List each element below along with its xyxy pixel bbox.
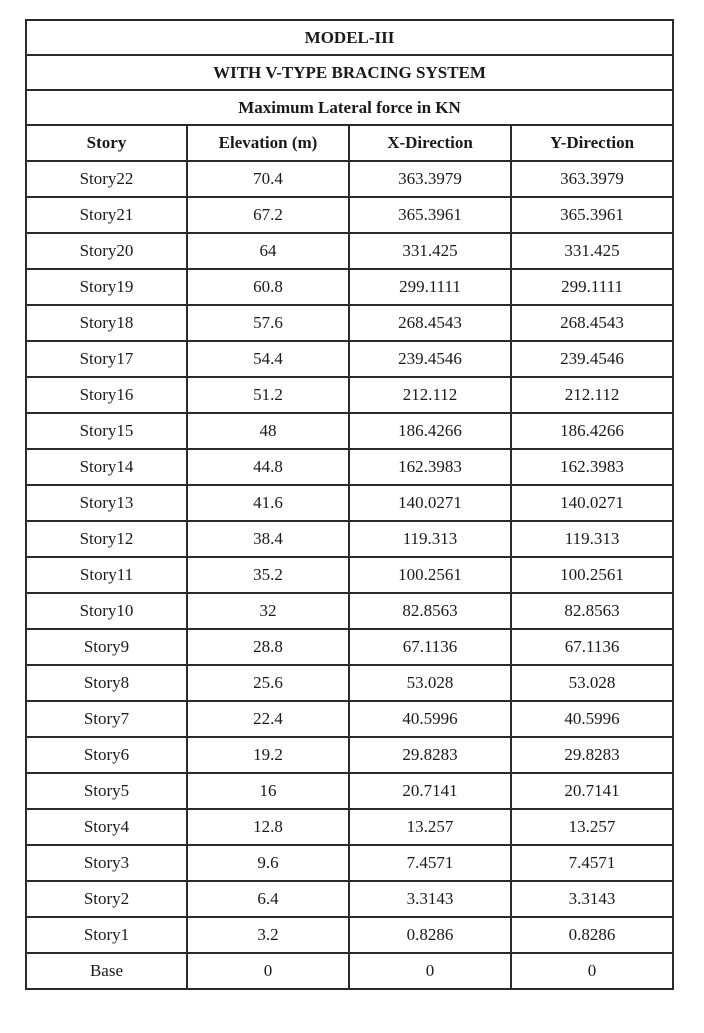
x-direction-cell: 239.4546 — [349, 341, 511, 377]
story-cell: Story16 — [26, 377, 187, 413]
x-direction-cell: 20.7141 — [349, 773, 511, 809]
elevation-cell: 54.4 — [187, 341, 349, 377]
elevation-cell: 35.2 — [187, 557, 349, 593]
y-direction-cell: 40.5996 — [511, 701, 673, 737]
elevation-cell: 6.4 — [187, 881, 349, 917]
y-direction-cell: 100.2561 — [511, 557, 673, 593]
y-direction-cell: 212.112 — [511, 377, 673, 413]
y-direction-cell: 268.4543 — [511, 305, 673, 341]
x-direction-cell: 119.313 — [349, 521, 511, 557]
table-row — [26, 881, 673, 917]
elevation-cell: 16 — [187, 773, 349, 809]
y-direction-cell: 13.257 — [511, 809, 673, 845]
elevation-cell: 60.8 — [187, 269, 349, 305]
elevation-cell: 19.2 — [187, 737, 349, 773]
story-cell: Story12 — [26, 521, 187, 557]
story-cell: Story20 — [26, 233, 187, 269]
column-header-x-direction: X-Direction — [349, 125, 511, 161]
y-direction-cell: 140.0271 — [511, 485, 673, 521]
elevation-cell: 38.4 — [187, 521, 349, 557]
table-row — [26, 197, 673, 233]
x-direction-cell: 212.112 — [349, 377, 511, 413]
story-cell: Story8 — [26, 665, 187, 701]
column-header-y-direction: Y-Direction — [511, 125, 673, 161]
elevation-cell: 0 — [187, 953, 349, 989]
table-row — [26, 773, 673, 809]
x-direction-cell: 186.4266 — [349, 413, 511, 449]
model-title-row — [26, 20, 673, 55]
table-row — [26, 845, 673, 881]
y-direction-cell: 119.313 — [511, 521, 673, 557]
y-direction-cell: 7.4571 — [511, 845, 673, 881]
x-direction-cell: 140.0271 — [349, 485, 511, 521]
x-direction-cell: 100.2561 — [349, 557, 511, 593]
quantity-title: Maximum Lateral force in KN — [26, 90, 673, 125]
story-cell: Story5 — [26, 773, 187, 809]
table-row — [26, 305, 673, 341]
x-direction-cell: 82.8563 — [349, 593, 511, 629]
quantity-title-row — [26, 90, 673, 125]
x-direction-cell: 268.4543 — [349, 305, 511, 341]
table-row — [26, 521, 673, 557]
elevation-cell: 9.6 — [187, 845, 349, 881]
x-direction-cell: 365.3961 — [349, 197, 511, 233]
story-cell: Story7 — [26, 701, 187, 737]
x-direction-cell: 331.425 — [349, 233, 511, 269]
story-cell: Story15 — [26, 413, 187, 449]
x-direction-cell: 13.257 — [349, 809, 511, 845]
x-direction-cell: 0.8286 — [349, 917, 511, 953]
table-row — [26, 485, 673, 521]
story-cell: Story17 — [26, 341, 187, 377]
elevation-cell: 64 — [187, 233, 349, 269]
table-row — [26, 449, 673, 485]
x-direction-cell: 0 — [349, 953, 511, 989]
table-row — [26, 413, 673, 449]
x-direction-cell: 162.3983 — [349, 449, 511, 485]
table-row — [26, 809, 673, 845]
table-row — [26, 701, 673, 737]
story-cell: Story14 — [26, 449, 187, 485]
story-cell: Story19 — [26, 269, 187, 305]
y-direction-cell: 239.4546 — [511, 341, 673, 377]
y-direction-cell: 162.3983 — [511, 449, 673, 485]
table-row — [26, 557, 673, 593]
story-cell: Story2 — [26, 881, 187, 917]
x-direction-cell: 363.3979 — [349, 161, 511, 197]
table-row — [26, 161, 673, 197]
elevation-cell: 25.6 — [187, 665, 349, 701]
column-header-story: Story — [26, 125, 187, 161]
x-direction-cell: 3.3143 — [349, 881, 511, 917]
x-direction-cell: 7.4571 — [349, 845, 511, 881]
story-cell: Base — [26, 953, 187, 989]
system-title-row — [26, 55, 673, 90]
y-direction-cell: 53.028 — [511, 665, 673, 701]
system-title: WITH V-TYPE BRACING SYSTEM — [26, 55, 673, 90]
model-title: MODEL-III — [26, 20, 673, 55]
y-direction-cell: 67.1136 — [511, 629, 673, 665]
story-cell: Story10 — [26, 593, 187, 629]
x-direction-cell: 299.1111 — [349, 269, 511, 305]
y-direction-cell: 0.8286 — [511, 917, 673, 953]
story-cell: Story11 — [26, 557, 187, 593]
elevation-cell: 67.2 — [187, 197, 349, 233]
elevation-cell: 51.2 — [187, 377, 349, 413]
table-row — [26, 665, 673, 701]
y-direction-cell: 0 — [511, 953, 673, 989]
x-direction-cell: 40.5996 — [349, 701, 511, 737]
story-cell: Story22 — [26, 161, 187, 197]
elevation-cell: 12.8 — [187, 809, 349, 845]
table-row — [26, 953, 673, 989]
y-direction-cell: 299.1111 — [511, 269, 673, 305]
column-header-row — [26, 125, 673, 161]
table-row — [26, 233, 673, 269]
table-row — [26, 917, 673, 953]
elevation-cell: 70.4 — [187, 161, 349, 197]
story-cell: Story13 — [26, 485, 187, 521]
table-row — [26, 269, 673, 305]
table-row — [26, 377, 673, 413]
x-direction-cell: 29.8283 — [349, 737, 511, 773]
table-row — [26, 341, 673, 377]
elevation-cell: 32 — [187, 593, 349, 629]
y-direction-cell: 3.3143 — [511, 881, 673, 917]
y-direction-cell: 331.425 — [511, 233, 673, 269]
elevation-cell: 28.8 — [187, 629, 349, 665]
table-row — [26, 737, 673, 773]
story-cell: Story4 — [26, 809, 187, 845]
elevation-cell: 41.6 — [187, 485, 349, 521]
story-cell: Story18 — [26, 305, 187, 341]
elevation-cell: 3.2 — [187, 917, 349, 953]
story-cell: Story3 — [26, 845, 187, 881]
story-cell: Story1 — [26, 917, 187, 953]
y-direction-cell: 365.3961 — [511, 197, 673, 233]
y-direction-cell: 363.3979 — [511, 161, 673, 197]
story-cell: Story21 — [26, 197, 187, 233]
elevation-cell: 44.8 — [187, 449, 349, 485]
y-direction-cell: 186.4266 — [511, 413, 673, 449]
table-row — [26, 593, 673, 629]
elevation-cell: 57.6 — [187, 305, 349, 341]
story-cell: Story9 — [26, 629, 187, 665]
x-direction-cell: 53.028 — [349, 665, 511, 701]
column-header-elevation: Elevation (m) — [187, 125, 349, 161]
table-row — [26, 629, 673, 665]
elevation-cell: 48 — [187, 413, 349, 449]
story-cell: Story6 — [26, 737, 187, 773]
y-direction-cell: 82.8563 — [511, 593, 673, 629]
lateral-force-table — [25, 19, 674, 990]
x-direction-cell: 67.1136 — [349, 629, 511, 665]
y-direction-cell: 20.7141 — [511, 773, 673, 809]
y-direction-cell: 29.8283 — [511, 737, 673, 773]
elevation-cell: 22.4 — [187, 701, 349, 737]
